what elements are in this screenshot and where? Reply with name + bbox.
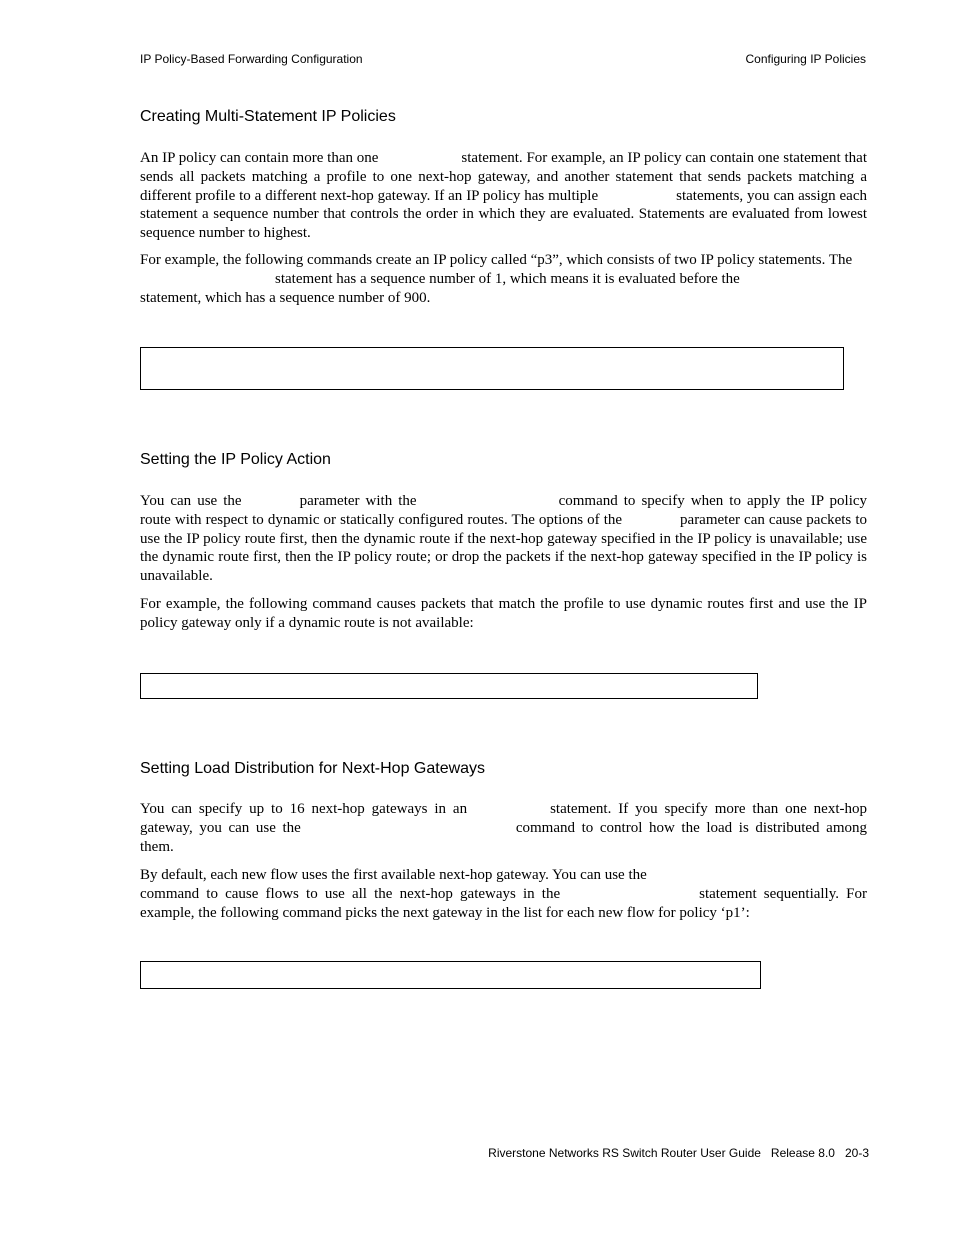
text-run: An IP policy can contain more than one (140, 150, 379, 166)
paragraph-policy-action-intro (140, 492, 867, 586)
paragraph-policy-action-example: For example, the following command causes packets that match the profile to use dynamic routes first and use the IP policy gateway only if a dynamic route is not available: (140, 596, 867, 631)
code-example-box (140, 347, 844, 390)
code-example-box (140, 961, 761, 989)
paragraph-load-distribution-intro (140, 800, 867, 856)
text-run: For example, the following commands create an IP policy called “p3”, which consists of two IP policy statements. The (140, 252, 853, 268)
footer-page-number: 20-3 (844, 1146, 869, 1160)
text-run: statements, you can assign each statement a sequence number that controls the order in which they are evaluated. Statements are evaluated from lowest sequence number to highest. (140, 187, 867, 242)
text-run: command to cause flows to use all the next-hop gateways in the (140, 885, 561, 902)
section-heading-load-distribution: Setting Load Distribution for Next-Hop Gateways (140, 760, 486, 777)
text-run: You can use the (140, 493, 242, 509)
footer-guide-title: Riverstone Networks RS Switch Router User Guide (488, 1146, 761, 1160)
section-heading-multi-statement: Creating Multi-Statement IP Policies (140, 108, 396, 125)
text-run: You can specify up to 16 next-hop gateways in an (140, 801, 468, 817)
code-example-box (140, 673, 758, 699)
text-run: command to specify when to apply the IP policy route with respect to dynamic or statically configured routes. The options of the (140, 493, 868, 528)
text-run: statement. For example, an IP policy can contain one statement that sends all packets matching a profile to one next-hop gateway, and another statement that sends packets matching a different profile to a different next-hop gateway. If an IP policy has multiple (140, 150, 867, 204)
text-run: By default, each new flow uses the first available next-hop gateway. You can use the (140, 867, 647, 883)
text-run: statement has a sequence number of 1, which means it is evaluated before the (275, 270, 740, 287)
section-heading-policy-action: Setting the IP Policy Action (140, 451, 331, 468)
page-footer (488, 1146, 869, 1160)
paragraph-load-distribution-example (140, 866, 867, 922)
text-run: statement sequentially. For example, the following command picks the next gateway in the list for each new flow for policy ‘p1’: (140, 885, 867, 921)
text-run: command to control how the load is distributed among them. (140, 819, 867, 855)
running-header-chapter: IP Policy-Based Forwarding Configuration (140, 52, 363, 66)
paragraph-multi-statement-intro (140, 149, 867, 243)
text-run: statement. If you specify more than one next-hop gateway, you can use the (140, 801, 867, 836)
running-header-section: Configuring IP Policies (745, 52, 866, 66)
text-run: parameter with the (299, 493, 417, 509)
footer-release: Release 8.0 (770, 1146, 835, 1160)
paragraph-multi-statement-example (140, 251, 867, 307)
text-run: parameter can cause packets to use the IP policy route first, then the dynamic route if the next-hop gateway specified in the IP policy is unavailable; use the dynamic route first, then the IP policy route; or drop the packets if the next-hop gateway specified in the IP policy is unavailable. (140, 511, 867, 585)
text-run: statement, which has a sequence number of 900. (140, 289, 431, 306)
